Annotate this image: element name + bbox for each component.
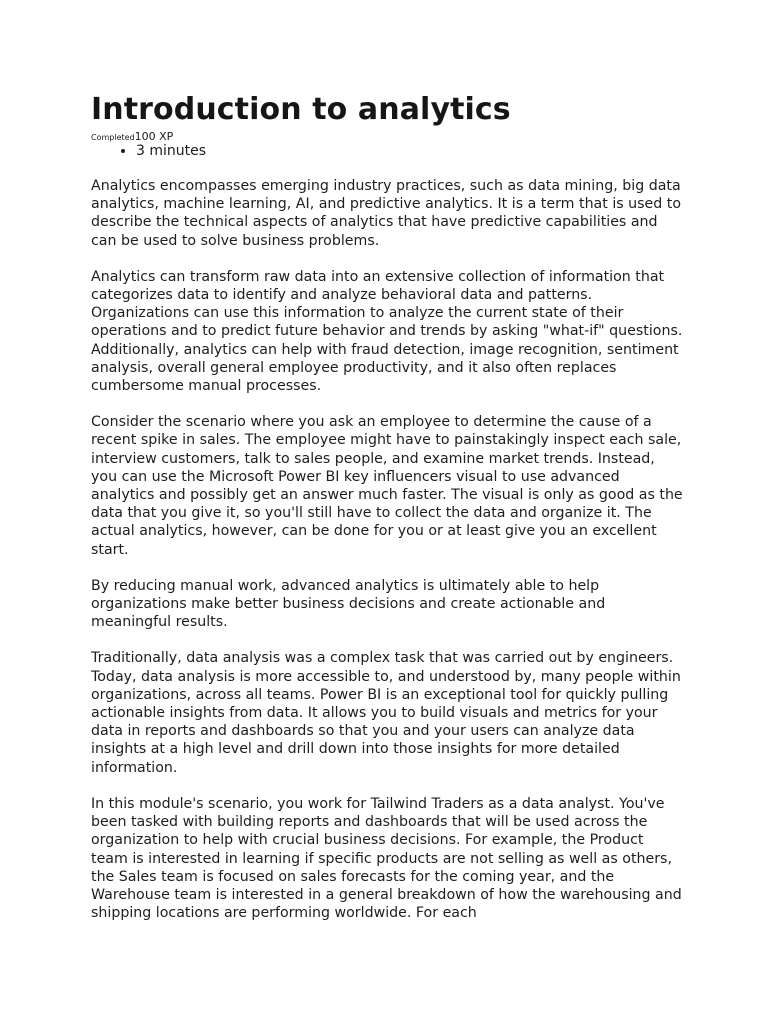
- duration-item: • 3 minutes: [136, 142, 683, 160]
- meta-list: [91, 142, 683, 160]
- article: [91, 92, 683, 940]
- paragraph: Traditionally, data analysis was a complex task that was carried out by engineers. Today, data analysis is more accessible to, and understood by, many people within organizations, across all teams. Power BI is an exceptional tool for quickly pulling actionable insights from data. It allows you to build visuals and metrics for your data in reports and dashboards so that you and your users can analyze data insights at a high level and drill down into those insights for more detailed information.: [91, 650, 681, 776]
- article-body: [91, 177, 683, 922]
- paragraph: In this module's scenario, you work for Tailwind Traders as a data analyst. You've been tasked with building reports and dashboards that will be used across the organization to help with crucial business decisions. For example, the Product team is interested in learning if specific products are not selling as well as others, the Sales team is focused on sales forecasts for the coming year, and the Warehouse team is interested in a general breakdown of how the warehousing and shipping locations are performing worldwide. For each: [91, 795, 682, 922]
- paragraph: By reducing manual work, advanced analytics is ultimately able to help organizations make better business decisions and create actionable and meaningful results.: [91, 577, 606, 631]
- completion-status: Completed: [91, 133, 135, 142]
- paragraph: Analytics encompasses emerging industry practices, such as data mining, big data analytics, machine learning, AI, and predictive analytics. It is a term that is used to describe the technical aspects of analytics that have predictive capabilities and can be used to solve business problems.: [91, 178, 682, 249]
- module-meta: [91, 129, 683, 141]
- page-title: Introduction to analytics: [91, 92, 511, 127]
- paragraph: Consider the scenario where you ask an employee to determine the cause of a recent spike in sales. The employee might have to painstakingly inspect each sale, interview customers, talk to sales people, and examine market trends. Instead, you can use the Microsoft Power BI key influencers visual to use advanced analytics and possibly get an answer much faster. The visual is only as good as the data that you give it, so you'll still have to collect the data and organize it. The actual analytics, however, can be done for you or at least give you an excellent start.: [91, 414, 683, 558]
- xp-badge: 100 XP: [134, 130, 174, 143]
- paragraph: Analytics can transform raw data into an extensive collection of information that categorizes data to identify and analyze behavioral data and patterns. Organizations can use this information to analyze the current state of their operations and to predict future behavior and trends by asking "what-if" questions. Additionally, analytics can help with fraud detection, image recognition, sentiment analysis, overall general employee productivity, and it also often replaces cumbersome manual processes.: [91, 268, 683, 395]
